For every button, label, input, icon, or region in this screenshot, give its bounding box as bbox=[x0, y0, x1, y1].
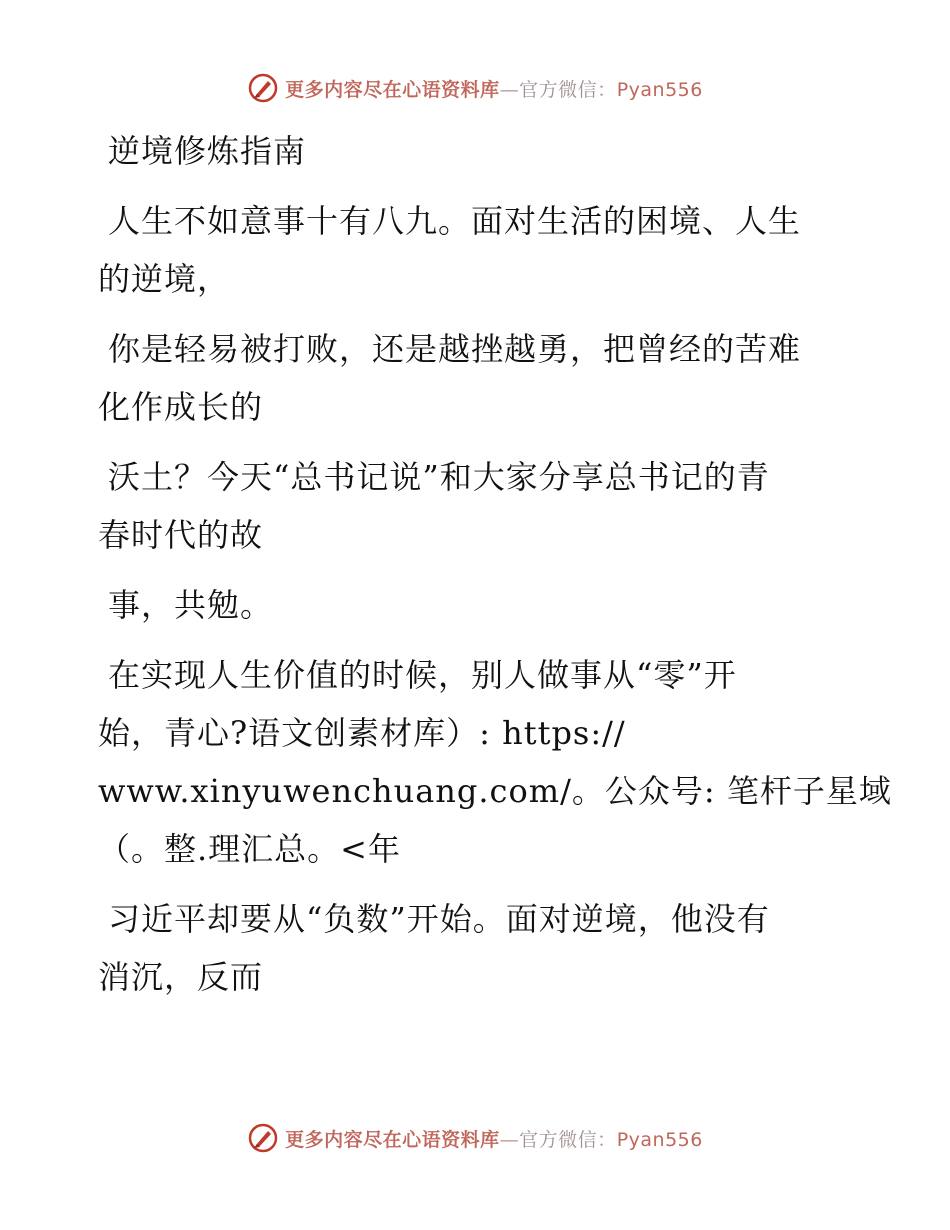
header-watermark bbox=[0, 72, 950, 104]
watermark-text bbox=[285, 75, 703, 102]
pen-logo-icon bbox=[247, 72, 279, 104]
paragraph-2-line-1: 你是轻易被打败，还是越挫越勇，把曾经的苦难 bbox=[108, 330, 802, 368]
paragraph-1-line-2: 的逆境， bbox=[98, 260, 231, 298]
paragraph-3-line-1: 沃土？今天“总书记说”和大家分享总书记的青 bbox=[108, 458, 770, 496]
watermark-main: 更多内容尽在心语资料库 bbox=[285, 1128, 500, 1151]
watermark-id: Pyan556 bbox=[616, 78, 703, 101]
paragraph-5-line-1: 在实现人生价值的时候，别人做事从“零”开 bbox=[108, 656, 737, 694]
watermark-id: Pyan556 bbox=[616, 1128, 703, 1151]
paragraph-4-line-1: 事，共勉。 bbox=[108, 586, 274, 624]
paragraph-5-line-2: 始，青心?语文创素材库）: https:// bbox=[98, 714, 626, 752]
watermark-main: 更多内容尽在心语资料库 bbox=[285, 78, 500, 101]
paragraph-6-line-2: 消沉，反而 bbox=[98, 958, 264, 996]
paragraph-1-line-1: 人生不如意事十有八九。面对生活的困境、人生 bbox=[108, 202, 802, 240]
pen-logo-icon bbox=[247, 1122, 279, 1154]
document-title: 逆境修炼指南 bbox=[108, 132, 307, 170]
paragraph-2-line-2: 化作成长的 bbox=[98, 388, 264, 426]
document-body bbox=[98, 122, 892, 1006]
footer-watermark bbox=[0, 1122, 950, 1154]
paragraph-5-line-3: www.xinyuwenchuang.com/。公众号: 笔杆子星域 bbox=[98, 772, 892, 810]
paragraph-3-line-2: 春时代的故 bbox=[98, 516, 264, 554]
watermark-label: 官方微信： bbox=[519, 78, 617, 101]
watermark-label: 官方微信： bbox=[519, 1128, 617, 1151]
paragraph-6-line-1: 习近平却要从“负数”开始。面对逆境，他没有 bbox=[108, 900, 770, 938]
watermark-dash: — bbox=[499, 78, 520, 101]
watermark-text bbox=[285, 1125, 703, 1152]
watermark-dash: — bbox=[499, 1128, 520, 1151]
paragraph-5-line-4: （。整.理汇总。<年 bbox=[98, 830, 401, 868]
